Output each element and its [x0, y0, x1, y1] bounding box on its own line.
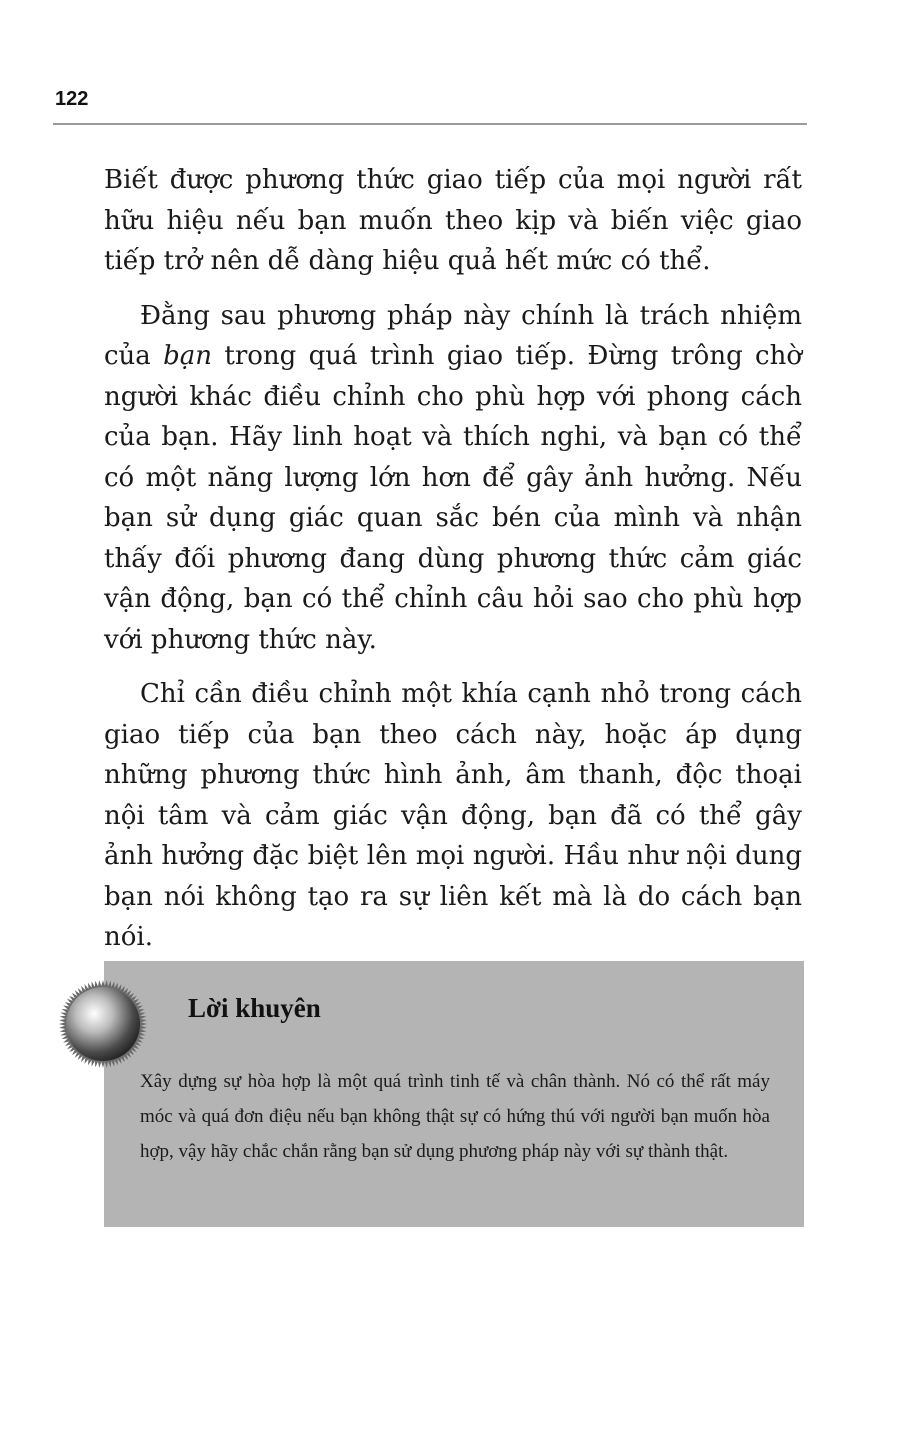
paragraph-1 — [104, 160, 802, 282]
body-text — [104, 160, 802, 972]
paragraph-2-text-end: trong quá trình giao tiếp. Đừng trông chờ người khác điều chỉnh cho phù hợp với phong cách của bạn. Hãy linh hoạt và thích nghi, và bạn có thể có một năng lượng lớn hơn để gây ảnh hưởng. Nếu bạn sử dụng giác quan sắc bén của mình và nhận thấy đối phương đang dùng phương thức cảm giác vận động, bạn có thể chỉnh câu hỏi sao cho phù hợp với phương thức này. — [104, 341, 803, 655]
tip-text: Xây dựng sự hòa hợp là một quá trình tinh tế và chân thành. Nó có thể rất máy móc và quá đơn điệu nếu bạn không thật sự có hứng thú với người bạn muốn hòa hợp, vậy hãy chắc chắn rằng bạn sử dụng phương pháp này với sự thành thật. — [140, 1071, 770, 1162]
paragraph-1-text: Biết được phương thức giao tiếp của mọi người rất hữu hiệu nếu bạn muốn theo kịp và biến việc giao tiếp trở nên dễ dàng hiệu quả hết mức có thể. — [104, 165, 802, 276]
tip-title: Lời khuyên — [188, 993, 321, 1023]
tip-box — [104, 961, 804, 1227]
paragraph-3-text: Chỉ cần điều chỉnh một khía cạnh nhỏ trong cách giao tiếp của bạn theo cách này, hoặc áp dụng những phương thức hình ảnh, âm thanh, độc thoại nội tâm và cảm giác vận động, bạn đã có thể gây ảnh hưởng đặc biệt lên mọi người. Hầu như nội dung bạn nói không tạo ra sự liên kết mà là do cách bạn nói. — [104, 679, 802, 952]
page-number: 122 — [55, 88, 89, 110]
paragraph-2 — [104, 296, 802, 661]
paragraph-3 — [104, 674, 802, 958]
paragraph-2-emphasis: bạn — [163, 341, 213, 371]
spiked-sphere-icon — [58, 979, 148, 1069]
header-divider — [53, 123, 807, 125]
paragraph-2-text-start: Đằng sau phương pháp này chính là trách nhiệm của — [104, 300, 802, 371]
